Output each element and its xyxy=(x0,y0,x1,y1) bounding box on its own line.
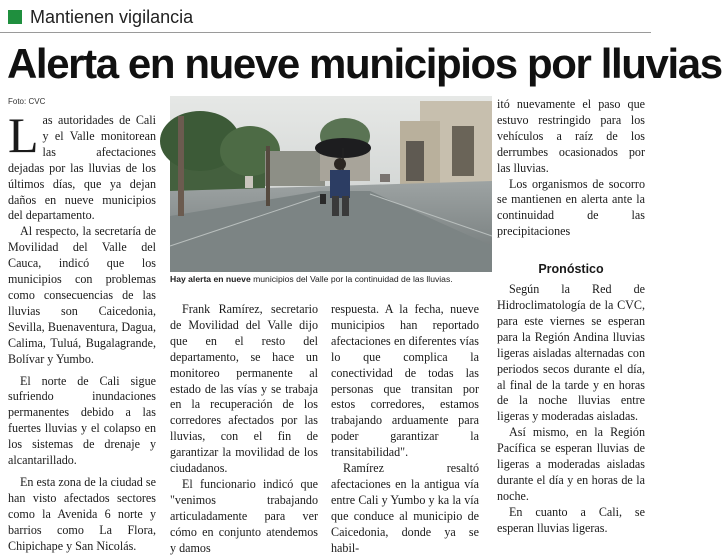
photo-caption xyxy=(170,274,492,284)
paragraph: Así mismo, en la Región Pacífica se esperan lluvias de ligeras a moderadas aisladas durante el día y en horas de la noche. xyxy=(497,425,645,503)
lead-text: as autoridades de Cali y el Valle monitorean las afectaciones dejadas por las lluvias de los últimos días, que ya dejan daños en nueve municipios del departamento. xyxy=(8,113,156,223)
paragraph: El funcionario indicó que "venimos trabajando articuladamente para ver cómo en conjunto atendemos y damos xyxy=(170,476,318,555)
paragraph: Al respecto, la secretaría de Movilidad del Valle del Cauca, indicó que los municipios con problemas como consecuencias de las lluvias son Caicedonia, Sevilla, Buenaventura, Dagua, Calima, Tuluá, Bugalagrande, Bolívar y Yumbo. xyxy=(8,224,156,366)
paragraph: En cuanto a Cali, se esperan lluvias ligeras. xyxy=(497,504,645,535)
section-kicker xyxy=(8,6,193,28)
paragraph: Según la Red de Hidroclimatología de la CVC, para este viernes se esperan para la Región Andina lluvias ligeras aisladas alternadas con periodos secos durante el día, al final de la tarde y en horas de la noche lluvias entre ligeras y moderadas aisladas. xyxy=(497,282,645,424)
paragraph: Ramírez resaltó afectaciones en la antigua vía entre Cali y Yumbo y ka la vía que conduce al municipio de Caicedonia, donde ya se habil- xyxy=(331,461,479,555)
paragraph xyxy=(8,107,156,224)
caption-lead: Hay alerta en nueve xyxy=(170,274,251,284)
kicker-marker xyxy=(8,10,22,24)
column-1 xyxy=(8,107,156,554)
caption-text: municipios del Valle por la continuidad de las lluvias. xyxy=(250,274,453,284)
column-3 xyxy=(331,302,479,557)
paragraph: respuesta. A la fecha, nueve municipios han reportado afectaciones en diferentes vías lo que complica la conectividad de todas las personas que transitan por estos corredores, estamos trabajando arduamente para poder garantizar la transitabilidad". xyxy=(331,302,479,460)
paragraph: itó nuevamente el paso que estuvo restringido para los vehículos a raíz de los derrumbes ocasionados por las lluvias. xyxy=(497,97,645,175)
news-photo xyxy=(170,96,492,272)
photo-credit: Foto: CVC xyxy=(8,97,46,106)
paragraph: Frank Ramírez, secretario de Movilidad del Valle dijo que en el resto del departamento, se hace un monitoreo permanente al estado de las vías y se trabaja en la recuperación de los corredores afectados por las lluvias, con el fin de garantizar la movilidad de los ciudadanos. xyxy=(170,302,318,476)
subheading: Pronóstico xyxy=(538,262,604,277)
column-4 xyxy=(497,97,645,537)
header-rule xyxy=(0,32,651,33)
headline: Alerta en nueve municipios por lluvias xyxy=(7,40,722,87)
kicker-text: Mantienen vigilancia xyxy=(30,6,194,27)
paragraph: El norte de Cali sigue sufriendo inundaciones permanentes debido a las fuertes lluvias y el colapso en los sistemas de drenaje y alcantarillado. xyxy=(8,373,156,468)
column-2 xyxy=(170,302,318,557)
paragraph: En esta zona de la ciudad se han visto afectados sectores como la Avenida 6 norte y barrios como La Flora, Chipichape y San Nicolás. xyxy=(8,474,156,553)
rainy-street-image xyxy=(170,96,492,272)
drop-cap: L xyxy=(8,107,39,163)
paragraph: Los organismos de socorro se mantienen en alerta ante la continuidad de las precipitaciones xyxy=(497,176,645,239)
